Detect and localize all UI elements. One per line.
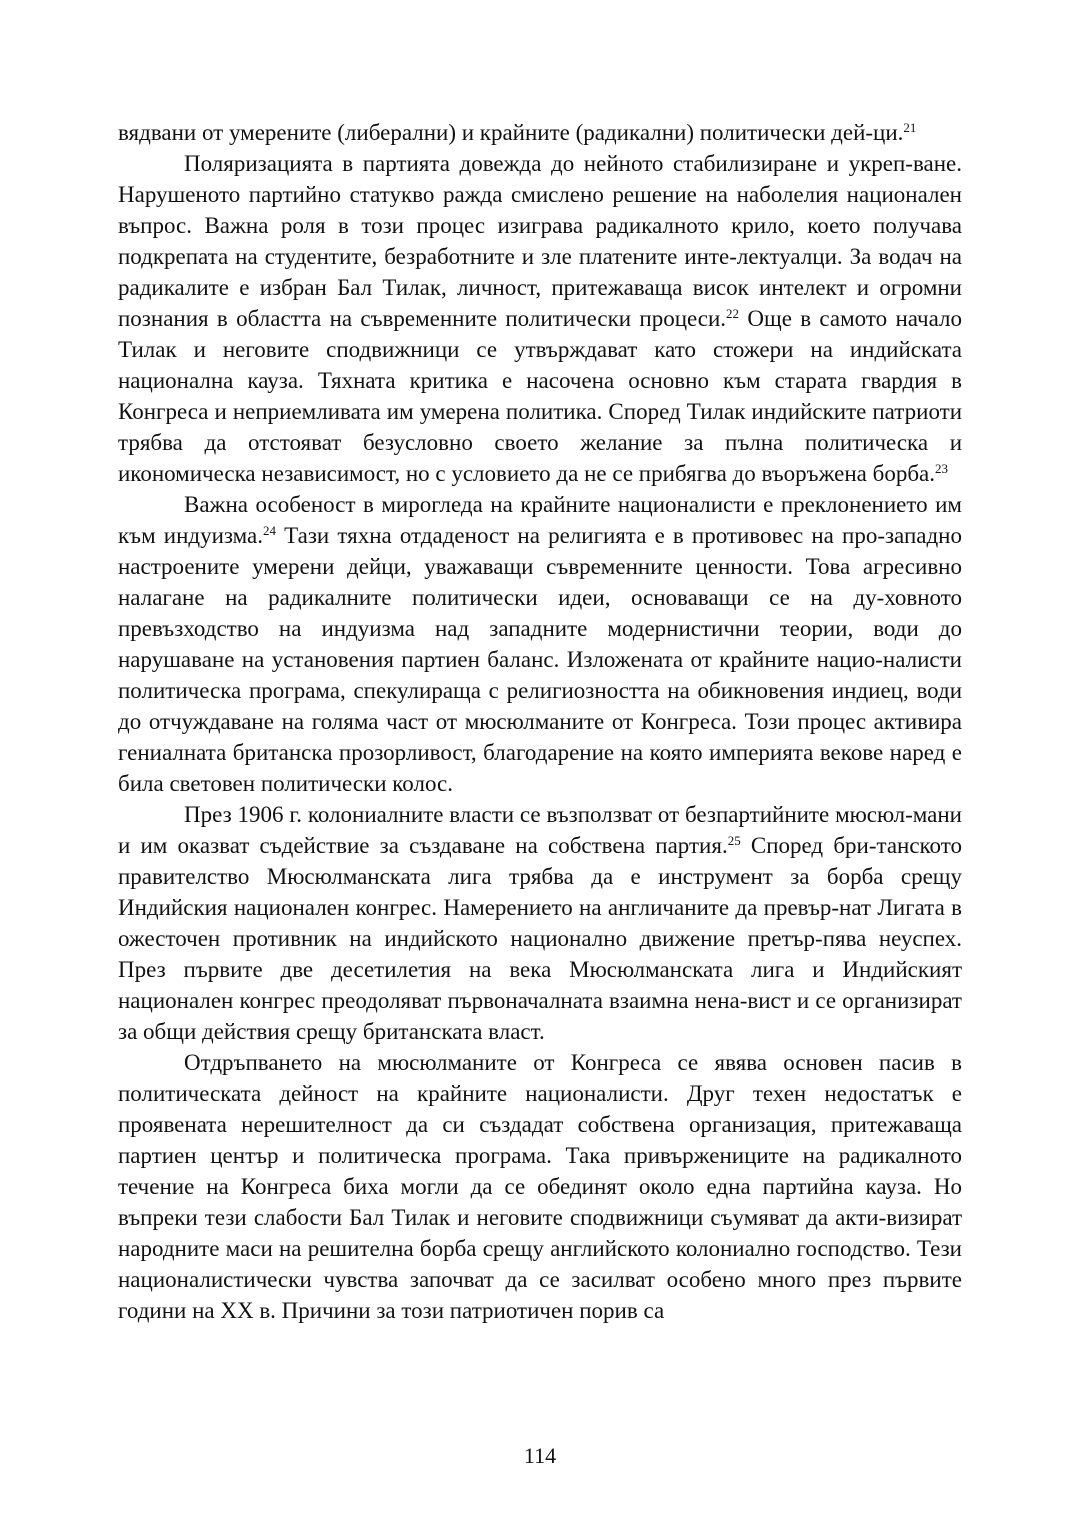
document-body (118, 117, 962, 1326)
paragraph-5 (118, 1047, 962, 1326)
paragraph-text: вядвани от умерените (либерални) и крайните (радикални) политически дей-ци. (118, 120, 904, 145)
footnote-ref-21[interactable]: 21 (903, 120, 917, 135)
paragraph-text: Важна особеност в мирогледа на крайните националисти е преклонението им към индуизма. (118, 492, 962, 548)
paragraph-4 (118, 799, 962, 1047)
page-number: 114 (523, 1443, 557, 1468)
footnote-ref-25[interactable]: 25 (727, 833, 741, 848)
footnote-ref-22[interactable]: 22 (726, 306, 740, 321)
paragraph-text: Поляризацията в партията довежда до нейното стабилизиране и укреп-ване. Нарушеното партийно статукво ражда смислено решение на наболелия национален въпрос. Важна роля в този процес изиграва радикалното крило, което получава подкрепата на студентите, безработните и зле платените инте-лектуалци. За водач на радикалите е избран Бал Тилак, личност, притежаваща висок интелект и огромни познания в областта на съвременните политически процеси. (118, 151, 962, 331)
paragraph-text: През 1906 г. колониалните власти се възползват от безпартийните мюсюл-мани и им оказват съдействие за създаване на собствена партия. (118, 802, 962, 858)
footnote-ref-23[interactable]: 23 (935, 461, 949, 476)
paragraph-text: Още в самото начало Тилак и неговите сподвижници се утвърждават като стожери на индийската национална кауза. Тяхната критика е насочена основно към старата гвардия в Конгреса и неприемливата им умерена политика. Според Тилак индийските патриоти трябва да отстояват безусловно своето желание за пълна политическа и икономическа независимост, но с условието да не се прибягва до въоръжена борба. (118, 306, 962, 486)
paragraph-2 (118, 148, 962, 489)
footnote-ref-24[interactable]: 24 (263, 523, 277, 538)
paragraph-text: Отдръпването на мюсюлманите от Конгреса се явява основен пасив в политическата дейност на крайните националисти. Друг техен недостатък е проявената нерешителност да си създадат собствена организация, притежаваща партиен център и политическа програма. Така привържениците на радикалното течение на Конгреса биха могли да се обединят около една партийна кауза. Но въпреки тези слабости Бал Тилак и неговите сподвижници съумяват да акти-визират народните маси на решителна борба срещу английското колониално господство. Тези националистически чувства започват да се засилват особено много през първите години на XX в. Причини за този патриотичен порив са (118, 1050, 962, 1323)
paragraph-1 (118, 117, 962, 148)
paragraph-text: Тази тяхна отдаденост на религията е в противовес на про-западно настроените умерени дейци, уважаващи съвременните ценности. Това агресивно налагане на радикалните политически идеи, основаващи се на ду-ховното превъзходство на индуизма над западните модернистични теории, води до нарушаване на установения партиен баланс. Изложената от крайните нацио-налисти политическа програма, спекулираща с религиозността на обикновения индиец, води до отчуждаване на голяма част от мюсюлманите от Конгреса. Този процес активира гениалната британска прозорливост, благодарение на която империята векове наред е била световен политически колос. (118, 523, 962, 796)
paragraph-3 (118, 489, 962, 799)
paragraph-text: Според бри-танското правителство Мюсюлманската лига трябва да е инструмент за борба срещу Индийския национален конгрес. Намерението на англичаните да превър-нат Лигата в ожесточен противник на индийското национално движение претър-пява неуспех. През първите две десетилетия на века Мюсюлманската лига и Индийският национален конгрес преодоляват първоначалната взаимна нена-вист и се организират за общи действия срещу британската власт. (118, 833, 962, 1044)
